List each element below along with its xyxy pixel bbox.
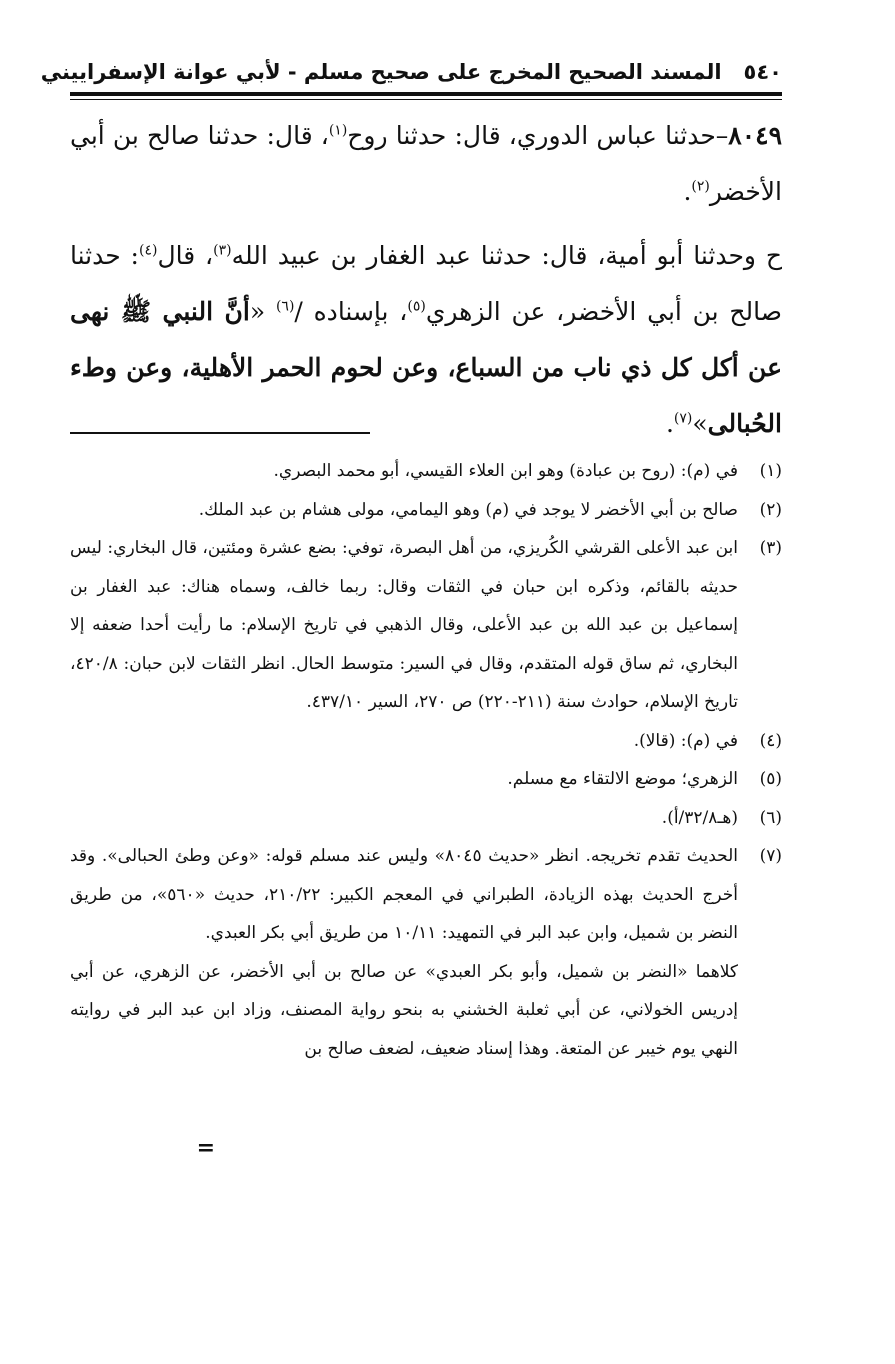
hadith-text-run: .	[665, 409, 674, 438]
hadith-text-run: ، قال	[157, 241, 214, 270]
footnote-text	[70, 799, 738, 838]
footnote-text	[70, 837, 738, 1068]
footnote	[70, 837, 782, 1068]
hadith-text-run: ، قال: حدثنا صالح بن أبي الأخضر	[70, 121, 782, 206]
footnote-line: ابن عبد الأعلى القرشي الكُريزي، من أهل البصرة، توفي: بضع عشرة ومئتين، قال البخاري: ليس حديثه بالقائم، وذكره ابن حبان في الثقات وقال: ربما خالف، وسماه هناك: عبد الغفار بن إسماعيل بن عبد الله بن عبد الأعلى، وقال الذهبي في تاريخ الإسلام: ما رأيت أحدا ضعفه إلا البخاري، ثم ساق قوله المتقدم، وقال في السير: متوسط الحال. انظر الثقات لابن حبان: ٤٢٠/٨، تاريخ الإسلام، حوادث سنة (٢١١-٢٢٠) ص ٢٧٠، السير ٤٣٧/١٠.	[70, 538, 738, 712]
footnote-ref-6: (٦)	[275, 298, 295, 315]
hadith-text-run: –حدثنا عباس الدوري، قال: حدثنا روح	[347, 121, 729, 150]
footnote-label: (٤)	[759, 730, 782, 751]
footnote-line: الزهري؛ موضع الالتقاء مع مسلم.	[507, 769, 738, 789]
footnote-ref-4: (٤)	[138, 242, 158, 259]
hadith-paragraph-2	[70, 228, 782, 452]
footnote-text	[70, 760, 738, 799]
book-title: المسند الصحيح المخرج على صحيح مسلم - لأبي عوانة الإسفراييني	[40, 60, 722, 84]
footnote-text	[70, 491, 738, 530]
footnote-line: كلاهما «النضر بن شميل، وأبو بكر العبدي» عن صالح بن أبي الأخضر، عن الزهري، عن أبي إدريس الخولاني، عن أبي ثعلبة الخشني به بنحو رواية المصنف، وزاد ابن عبد البر في روايته النهي يوم خيبر عن المتعة. وهذا إسناد ضعيف، لضعف صالح بن	[70, 961, 738, 1059]
running-header	[40, 60, 782, 96]
continuation-mark: =	[196, 1135, 215, 1161]
footnote	[70, 760, 782, 799]
hadith-number: ٨٠٤٩	[728, 121, 782, 150]
footnote-ref-1: (١)	[328, 122, 348, 139]
footnote-text	[70, 722, 738, 761]
header-rule	[70, 99, 782, 100]
footnote-line: (هـ٣٢/٨/أ).	[661, 807, 738, 828]
hadith-text-run: ح وحدثنا أبو أمية، قال: حدثنا عبد الغفار بن عبيد الله	[231, 241, 782, 270]
page-number: ٥٤٠	[743, 60, 782, 84]
footnote-ref-5: (٥)	[407, 298, 426, 315]
footnote-ref-2: (٢)	[691, 178, 710, 195]
footnote-label: (١)	[759, 461, 782, 481]
hadith-matn: أنَّ النبي ﷺ نهى عن أكل كل ذي ناب من السباع، وعن لحوم الحمر الأهلية، وعن وطء الحُبالى	[70, 297, 782, 438]
footnote-label: (٥)	[759, 769, 782, 789]
footnote-label: (٧)	[759, 846, 782, 866]
footnote-text	[70, 529, 738, 722]
footnote-ref-7: (٧)	[673, 410, 693, 427]
footnote-line: في (م): (قالا).	[633, 730, 738, 751]
footnote-line: صالح بن أبي الأخضر لا يوجد في (م) وهو اليمامي، مولى هشام بن عبد الملك.	[198, 499, 738, 520]
footnote-separator	[70, 432, 370, 434]
hadith-text-run: .	[683, 177, 692, 206]
hadith-text-run: : حدثنا صالح بن أبي الأخضر، عن الزهري	[70, 241, 782, 326]
footnote-line: الحديث تقدم تخريجه. انظر «حديث ٨٠٤٥» وليس عند مسلم قوله: «وعن وطئ الحبالى». وقد أخرج الحديث بهذه الزيادة، الطبراني في المعجم الكبير: ٢١٠/٢٢، حديث «٥٦٠»، من طريق النضر بن شميل، وابن عبد البر في التمهيد: ١٠/١١ من طريق أبي بكر العبدي.	[70, 846, 738, 943]
hadith-text-run: ، بإسناده /	[294, 297, 408, 326]
footnotes	[70, 452, 782, 1068]
footnote-label: (٢)	[759, 499, 782, 520]
footnote-label: (٦)	[759, 807, 782, 828]
footnote-text	[70, 452, 738, 491]
hadith-paragraph-1	[70, 108, 782, 220]
footnote	[70, 722, 782, 761]
footnote	[70, 491, 782, 530]
footnote-line: في (م): (روح بن عبادة) وهو ابن العلاء القيسي، أبو محمد البصري.	[273, 461, 738, 481]
footnote-ref-3: (٣)	[213, 242, 232, 259]
hadith-text-run: «	[249, 297, 276, 326]
footnote-label: (٣)	[759, 538, 782, 558]
footnote	[70, 799, 782, 838]
footnote	[70, 529, 782, 722]
footnote	[70, 452, 782, 491]
hadith-text-run: »	[692, 409, 708, 438]
hadith-text	[70, 108, 782, 452]
page	[40, 60, 782, 1059]
